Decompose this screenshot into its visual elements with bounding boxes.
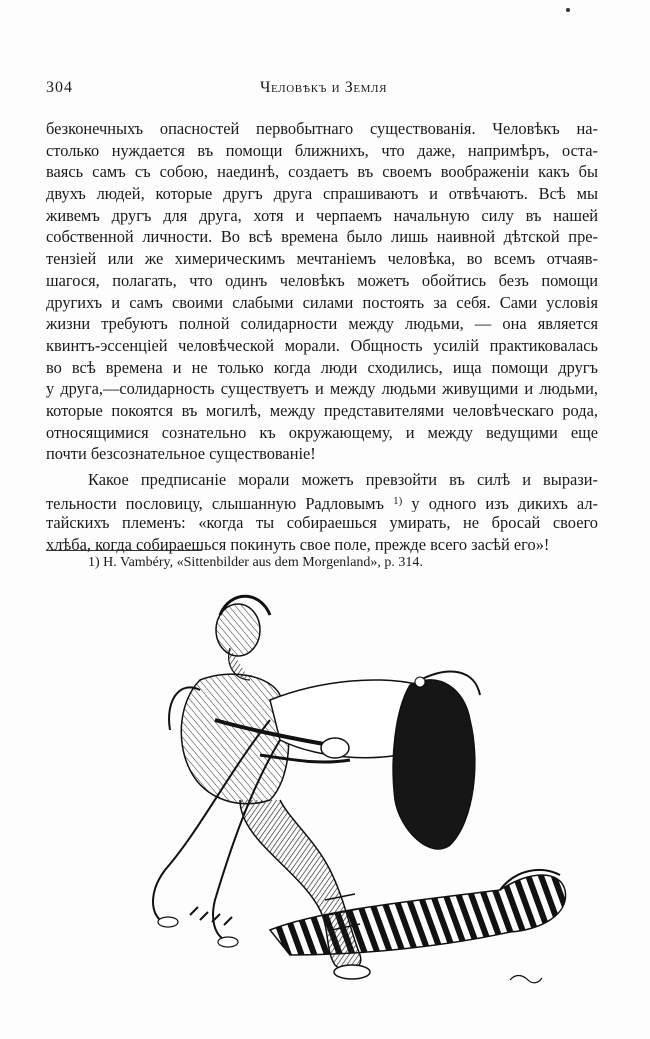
text-line: тензіей или же химерическимъ мечтаніемъ человѣка, во всемъ отчаяв- bbox=[46, 249, 598, 269]
footnote-rule bbox=[46, 550, 202, 551]
text-fragment: у одного изъ дикихъ ал- bbox=[402, 493, 598, 513]
text-line: безконечныхъ опасностей первобытнаго существованія. Человѣкъ на- bbox=[46, 119, 598, 138]
text-line: ваясь самъ съ собою, наединѣ, создаетъ въ своемъ воображеніи какъ бы bbox=[46, 162, 598, 182]
text-line bbox=[46, 491, 598, 513]
text-fragment: тельности пословицу, слышанную Радловымъ bbox=[46, 493, 394, 513]
ink-speck bbox=[566, 8, 570, 12]
page-number: 304 bbox=[46, 79, 73, 96]
paragraph-2 bbox=[46, 469, 598, 556]
text-line: шагося, полагать, что одинъ человѣкъ можетъ обойтись безъ помощи bbox=[46, 270, 598, 290]
page-title: Человѣкъ и Земля bbox=[260, 79, 388, 96]
text-line: которые покоятся въ могилѣ, между представителями человѣческаго рода, bbox=[46, 400, 598, 420]
text-line: у друга,—солидарность существуетъ и между людьми живущими и людьми, bbox=[46, 379, 598, 399]
text-line: собственной личности. Во всѣ времена было лишь наивной дѣтской пре- bbox=[46, 227, 598, 247]
text-line: тайскихъ племенъ: «когда ты собираешься умирать, не бросай своего bbox=[46, 513, 598, 533]
text-line: другихъ и самъ своими слабыми силами постоять за себя. Сами условія bbox=[46, 292, 598, 312]
text-line: квинтъ-эссенціей человѣческой морали. Общность усилій практиковалась bbox=[46, 335, 598, 355]
artist-signature bbox=[510, 976, 542, 983]
footnote: 1) H. Vambéry, «Sittenbilder aus dem Morgenland», p. 314. bbox=[88, 555, 423, 570]
footnote-reference[interactable]: 1) bbox=[393, 494, 403, 507]
text-line: двухъ людей, которые другъ друга спрашиваютъ и отвѣчаютъ. Всѣ мы bbox=[46, 184, 598, 204]
text-line: относящимися сознательно къ окружающему, и между ведущими еще bbox=[46, 422, 598, 442]
text-line: хлѣба, когда собираешься покинуть свое поле, прежде всего засѣй его»! bbox=[46, 535, 550, 555]
standing-wrestler bbox=[169, 596, 370, 979]
text-line: во всѣ времена и не только когда люди сходились, ища помощи другъ bbox=[46, 357, 598, 377]
text-line: почти безсознательное существованіе! bbox=[46, 444, 316, 464]
wrestlers-illustration bbox=[120, 570, 580, 1020]
running-head bbox=[46, 79, 598, 101]
text-line: жизни требуютъ полной солидарности между людьми, — она является bbox=[46, 314, 598, 334]
text-line: живемъ другъ для друга, хотя и черпаемъ начальную силу въ нашей bbox=[46, 205, 598, 225]
text-line: Какое предписаніе морали можетъ превзойти въ силѣ и вырази- bbox=[88, 470, 598, 489]
text-line: столько нуждается въ помощи ближнихъ, что даже, напримѣръ, оста- bbox=[46, 140, 598, 160]
paragraph-1 bbox=[46, 118, 598, 465]
body-text bbox=[46, 118, 598, 556]
tiger-skin bbox=[190, 870, 566, 955]
